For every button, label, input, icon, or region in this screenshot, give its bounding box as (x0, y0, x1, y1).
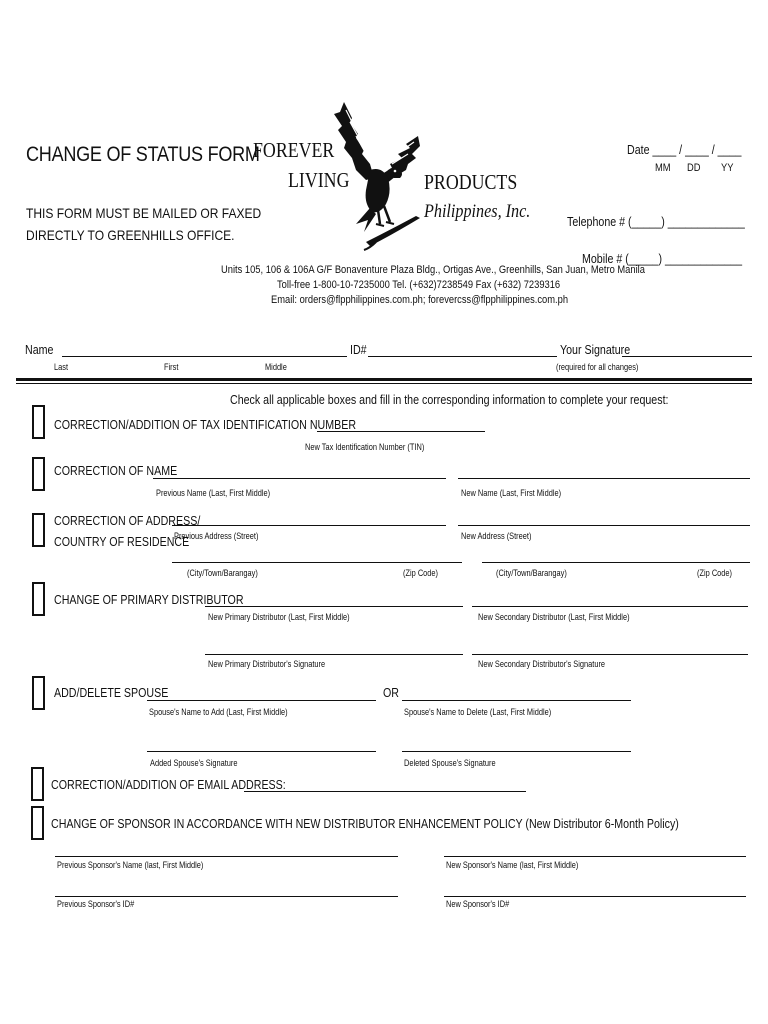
new-street-caption: New Address (Street) (461, 531, 532, 542)
previous-zip-caption: (Zip Code) (403, 568, 439, 579)
name-correction-checkbox[interactable] (32, 457, 45, 491)
brand-philippines: Philippines, Inc. (424, 201, 531, 222)
spouse-checkbox[interactable] (32, 676, 45, 710)
id-label: ID# (350, 342, 367, 357)
secondary-distributor-caption: New Secondary Distributor (Last, First Middle) (478, 612, 630, 623)
deleted-spouse-signature-line[interactable] (402, 751, 631, 752)
email-label: CORRECTION/ADDITION OF EMAIL ADDRESS: (51, 777, 286, 792)
previous-street-caption: Previous Address (Street) (174, 531, 259, 542)
email-checkbox[interactable] (31, 767, 44, 801)
distributor-label: CHANGE OF PRIMARY DISTRIBUTOR (54, 592, 244, 607)
secondary-signature-caption: New Secondary Distributor's Signature (478, 659, 606, 670)
new-sponsor-id-caption: New Sponsor's ID# (446, 899, 510, 910)
instructions: Check all applicable boxes and fill in the corresponding information to complete your request: (230, 392, 669, 407)
new-sponsor-name-line[interactable] (444, 856, 746, 857)
address-label-line1: CORRECTION OF ADDRESS/ (54, 513, 201, 528)
name-middle-caption: Middle (265, 362, 287, 373)
secondary-distributor-line[interactable] (472, 606, 748, 607)
address-checkbox[interactable] (32, 513, 45, 547)
date-field[interactable]: Date ____ / ____ / ____ (627, 142, 742, 157)
office-address: Units 105, 106 & 106A G/F Bonaventure Plaza Bldg., Ortigas Ave., Greenhills, San Juan, Metro Manila (221, 264, 645, 276)
primary-distributor-line[interactable] (205, 606, 463, 607)
primary-signature-caption: New Primary Distributor's Signature (208, 659, 326, 670)
secondary-signature-line[interactable] (472, 654, 748, 655)
office-phones: Toll-free 1-800-10-7235000 Tel. (+632)7238549 Fax (+632) 7239316 (277, 279, 561, 291)
spouse-delete-line[interactable] (402, 700, 631, 701)
previous-sponsor-id-caption: Previous Sponsor's ID# (57, 899, 135, 910)
date-mm-caption: MM (655, 162, 671, 174)
telephone-field[interactable]: Telephone # (_____) _____________ (567, 214, 745, 229)
signature-input-line[interactable] (622, 356, 752, 357)
name-correction-label: CORRECTION OF NAME (54, 463, 178, 478)
name-input-line[interactable] (62, 356, 347, 357)
divider-thick (16, 378, 752, 381)
added-spouse-signature-caption: Added Spouse's Signature (150, 758, 238, 769)
form-title: CHANGE OF STATUS FORM (26, 143, 260, 166)
new-sponsor-id-line[interactable] (444, 896, 746, 897)
spouse-delete-caption: Spouse's Name to Delete (Last, First Middle) (404, 707, 552, 718)
signature-label: Your Signature (560, 342, 631, 357)
spouse-or-label: OR (383, 685, 399, 700)
primary-distributor-caption: New Primary Distributor (Last, First Middle) (208, 612, 350, 623)
previous-sponsor-name-caption: Previous Sponsor's Name (last, First Middle) (57, 860, 204, 871)
office-email: Email: orders@flpphilippines.com.ph; forevercss@flpphilippines.com.ph (271, 294, 569, 306)
tin-checkbox[interactable] (32, 405, 45, 439)
sponsor-checkbox[interactable] (31, 806, 44, 840)
mobile-field[interactable]: Mobile # (_____) _____________ (582, 251, 743, 266)
email-input-line[interactable] (244, 791, 526, 792)
previous-street-line[interactable] (172, 525, 446, 526)
name-label: Name (25, 342, 54, 357)
brand-forever: FOREVER (253, 138, 335, 162)
eagle-logo-icon (330, 100, 422, 256)
added-spouse-signature-line[interactable] (147, 751, 376, 752)
sponsor-label: CHANGE OF SPONSOR IN ACCORDANCE WITH NEW DISTRIBUTOR ENHANCEMENT POLICY (New Distributor 6-Month Policy) (51, 816, 679, 831)
divider-thin (16, 383, 752, 384)
previous-sponsor-id-line[interactable] (55, 896, 398, 897)
new-name-caption: New Name (Last, First Middle) (461, 488, 562, 499)
tin-input-line[interactable] (317, 431, 485, 432)
tin-label: CORRECTION/ADDITION OF TAX IDENTIFICATION NUMBER (54, 417, 357, 432)
spouse-add-caption: Spouse's Name to Add (Last, First Middle) (149, 707, 288, 718)
new-zip-caption: (Zip Code) (697, 568, 733, 579)
previous-name-caption: Previous Name (Last, First Middle) (156, 488, 271, 499)
new-street-line[interactable] (458, 525, 750, 526)
previous-city-caption: (City/Town/Barangay) (187, 568, 258, 579)
name-first-caption: First (164, 362, 179, 373)
new-city-line[interactable] (482, 562, 750, 563)
previous-sponsor-name-line[interactable] (55, 856, 398, 857)
date-yy-caption: YY (721, 162, 734, 174)
deleted-spouse-signature-caption: Deleted Spouse's Signature (404, 758, 496, 769)
brand-living: LIVING (288, 168, 350, 192)
spouse-add-line[interactable] (147, 700, 376, 701)
mail-notice-line2: DIRECTLY TO GREENHILLS OFFICE. (26, 227, 235, 243)
new-city-caption: (City/Town/Barangay) (496, 568, 567, 579)
new-sponsor-name-caption: New Sponsor's Name (last, First Middle) (446, 860, 579, 871)
spouse-label: ADD/DELETE SPOUSE (54, 685, 169, 700)
signature-note: (required for all changes) (556, 362, 639, 373)
date-dd-caption: DD (687, 162, 701, 174)
brand-products: PRODUCTS (424, 170, 518, 194)
previous-name-line[interactable] (153, 478, 446, 479)
tin-caption: New Tax Identification Number (TIN) (305, 442, 425, 453)
previous-city-line[interactable] (172, 562, 462, 563)
id-input-line[interactable] (368, 356, 557, 357)
mail-notice-line1: THIS FORM MUST BE MAILED OR FAXED (26, 205, 262, 221)
new-name-line[interactable] (458, 478, 750, 479)
name-last-caption: Last (54, 362, 69, 373)
distributor-checkbox[interactable] (32, 582, 45, 616)
address-label-line2: COUNTRY OF RESIDENCE (54, 534, 190, 549)
primary-signature-line[interactable] (205, 654, 463, 655)
